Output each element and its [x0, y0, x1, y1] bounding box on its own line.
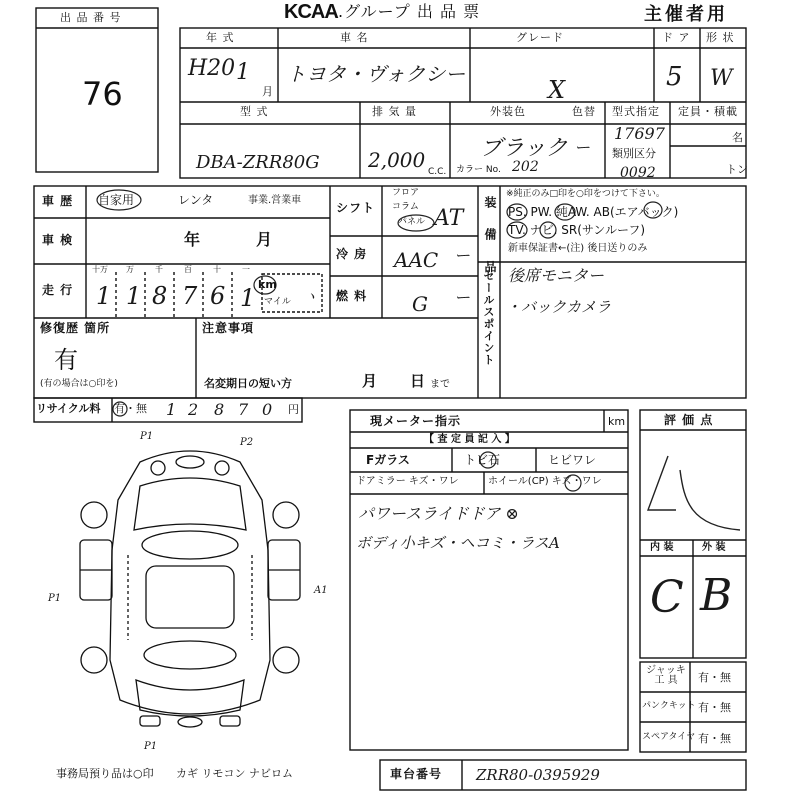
equipment-line-1: PS. PW. 純AW. AB(エアバック) — [508, 205, 679, 219]
chassis-number-value: ZRR80-0395929 — [476, 766, 600, 784]
exterior-color-label: 外装色 — [490, 105, 526, 118]
mileage-digit-label-10: 十 — [213, 265, 221, 274]
ac-label: 冷 房 — [336, 247, 368, 261]
puncture-kit-options[interactable]: 有・無 — [698, 701, 731, 714]
score-handwriting-strokes — [648, 456, 740, 530]
damage-mark-3: P1 — [48, 593, 62, 604]
year-value: H20 — [188, 56, 236, 81]
history-label: 車 歴 — [42, 194, 74, 208]
copy-type-label: 主催者用 — [644, 4, 728, 25]
month-value: 1 — [236, 60, 250, 85]
glass-option-chip[interactable]: トビ石 — [464, 453, 501, 467]
history-rental-option[interactable]: レンタ — [178, 193, 214, 207]
office-items-note: 事務局預り品は○印 — [56, 767, 154, 780]
mileage-digit-10: 6 — [210, 282, 226, 310]
mileage-digit-10k: 1 — [126, 282, 142, 310]
ac-value: AAC — [394, 248, 439, 272]
puncture-kit-label: パンクキット — [642, 701, 696, 711]
shift-value: AT — [434, 206, 464, 231]
mileage-digit-label-1: 一 — [242, 265, 250, 274]
exterior-color-value: ブラック — [480, 136, 568, 161]
month-unit: 月 — [262, 85, 273, 98]
interior-label: 内 装 — [650, 542, 674, 553]
seats-unit: 名 — [732, 131, 743, 144]
type-spec-label: 型式指定 — [612, 105, 660, 118]
cc-unit: C.C. — [428, 167, 447, 177]
recycle-yen-unit: 円 — [288, 403, 299, 416]
deadline-month-unit: 月 — [362, 372, 378, 390]
ac-dash: ー — [454, 246, 471, 265]
mileage-digit-100k: 1 — [96, 282, 112, 310]
displacement-value: 2,000 — [368, 148, 426, 172]
exterior-label: 外 装 — [702, 542, 726, 553]
glass-option-crack[interactable]: ヒビワレ — [548, 453, 597, 467]
shift-option-floor[interactable]: フロア — [392, 188, 420, 198]
damage-mark-4: A1 — [314, 585, 328, 596]
mileage-label-text: 走 行 — [42, 283, 74, 297]
damage-mark-2: P2 — [240, 437, 254, 448]
shape-value: W — [710, 66, 733, 91]
wheel-condition-label[interactable]: ホイール(CP) キズ・ワレ — [488, 476, 602, 487]
class-value: 0092 — [620, 165, 656, 181]
displacement-label: 排 気 量 — [372, 105, 417, 118]
model-value: DBA-ZRR80G — [196, 152, 320, 173]
recolor-label: 色替 — [572, 105, 596, 118]
mileage-digit-100: 7 — [182, 282, 198, 310]
year-label: 年 式 — [206, 31, 235, 44]
spare-tire-label: スペアタイヤ — [642, 732, 696, 742]
deadline-day-unit: 日 — [410, 372, 426, 390]
mileage-digit-label-10k: 万 — [126, 265, 134, 274]
damage-mark-1: P1 — [140, 431, 154, 442]
capacity-label: 定員・積載 — [678, 105, 738, 118]
recycle-fee-options[interactable]: 有・無 — [114, 402, 147, 415]
mirror-condition-label[interactable]: ドアミラー キズ・ワレ — [356, 476, 459, 487]
jack-tools-options[interactable]: 有・無 — [698, 671, 731, 684]
history-private-option[interactable]: 自家用 — [98, 193, 135, 207]
damage-mark-5: P1 — [144, 741, 158, 752]
inspector-header: 【 査 定 員 記 入 】 — [424, 434, 515, 445]
equipment-line-3: 新車保証書←(注) 後日送りのみ — [508, 243, 648, 254]
color-number-value: 202 — [512, 159, 539, 175]
shift-option-column[interactable]: コラム — [392, 202, 419, 212]
shift-label: シフト — [336, 201, 376, 215]
history-business-option[interactable]: 事業.営業車 — [248, 195, 302, 206]
equipment-label: 装 備 品 — [483, 196, 497, 281]
inspection-label: 車 検 — [42, 233, 74, 247]
shift-option-panel[interactable]: パネル — [398, 217, 426, 227]
jack-tools-label: ジャッキ 工 具 — [646, 665, 686, 686]
mileage-digit-label-1k: 千 — [155, 265, 163, 274]
recycle-digit-1: 1 — [166, 400, 177, 419]
inspection-year-unit: 年 — [184, 230, 201, 249]
chassis-number-label: 車台番号 — [390, 767, 443, 781]
fuel-label: 燃 料 — [336, 289, 368, 303]
deadline-label: 名変期日の短い方 — [204, 377, 292, 390]
brand-logo: KCAA — [284, 1, 338, 23]
color-no-label: カラー No. — [456, 165, 501, 175]
class-label: 類別区分 — [612, 147, 656, 160]
mileage-digit-label-100k: 十万 — [92, 265, 108, 274]
office-items-list: カギ リモコン ナビロム — [176, 767, 293, 780]
mileage-km-option[interactable]: km — [258, 278, 277, 291]
mileage-mark: ヽ — [304, 289, 318, 305]
repair-history-label: 修復歴 箇所 — [40, 321, 111, 335]
make-value: トヨタ・ヴォクシー — [286, 62, 466, 86]
lot-number-label: 出 品 番 号 — [60, 11, 122, 24]
form-title: .グループ 出 品 票 — [338, 2, 481, 21]
shape-label: 形 状 — [706, 31, 735, 44]
sales-point-line-1: 後席モニター — [508, 266, 605, 285]
fuel-value: G — [412, 292, 428, 316]
recycle-digit-4: 7 — [238, 400, 249, 419]
mileage-digit-1k: 8 — [152, 282, 168, 310]
meter-reading-label: 現メーター指示 — [370, 414, 462, 428]
inspector-note-line-1: パワースライドドア ⊗ — [358, 504, 519, 523]
spare-tire-options[interactable]: 有・無 — [698, 732, 731, 745]
equipment-line-2: TV. ナビ. SR(サンルーフ) — [508, 223, 646, 237]
mileage-digit-label-100: 百 — [184, 265, 192, 274]
ton-unit: トン — [726, 163, 748, 176]
recycle-digit-2: 2 — [188, 400, 199, 419]
inspector-note-line-2: ボディ小キズ・ヘコミ・ラスA — [356, 534, 560, 552]
mileage-mile-option[interactable]: マイル — [264, 297, 291, 307]
meter-reading-unit: km — [608, 415, 626, 428]
grade-value: X — [548, 76, 566, 104]
recolor-value: ー — [574, 138, 591, 157]
mileage-digit-1: 1 — [240, 284, 256, 312]
interior-grade: C — [650, 572, 684, 623]
glass-label: Fガラス — [366, 453, 410, 467]
sales-point-line-2: ・バックカメラ — [506, 298, 612, 316]
recycle-fee-label: リサイクル料 — [36, 402, 101, 415]
repair-history-note: (有の場合は○印を) — [40, 379, 118, 389]
grade-label: グレード — [516, 31, 564, 44]
type-spec-value: 17697 — [614, 124, 665, 143]
inspection-month-unit: 月 — [256, 230, 273, 249]
recycle-digit-3: 8 — [214, 400, 225, 419]
make-label: 車 名 — [340, 31, 369, 44]
recycle-digit-5: 0 — [262, 400, 273, 419]
equipment-note: ※純正のみ□印を○印をつけて下さい。 — [506, 189, 665, 199]
lot-number: 76 — [82, 75, 123, 113]
door-value: 5 — [666, 62, 683, 92]
fuel-dash: ー — [454, 288, 471, 307]
score-label: 評 価 点 — [664, 413, 714, 427]
exterior-grade: B — [700, 570, 733, 621]
door-label: ド ア — [662, 31, 691, 44]
model-label: 型 式 — [240, 105, 269, 118]
notes-label: 注意事項 — [202, 321, 255, 335]
repair-history-value: 有 — [54, 346, 78, 374]
sales-point-label: セールスポイント — [482, 270, 495, 366]
deadline-until: まで — [430, 379, 450, 390]
